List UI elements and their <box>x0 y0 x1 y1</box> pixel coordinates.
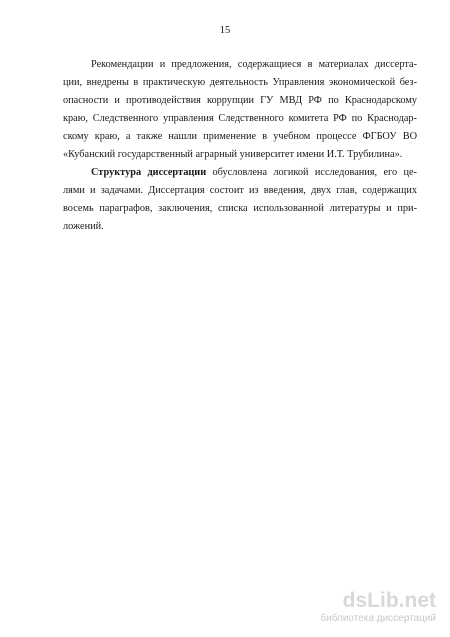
bold-lead: Структура диссертации <box>91 167 207 178</box>
watermark-tagline: библиотека диссертаций <box>320 613 436 624</box>
text-line: краю, Следственного управления Следственного комитета РФ по Краснодар- <box>63 113 417 124</box>
text-line: «Кубанский государственный аграрный университет имени И.Т. Трубилина». <box>63 149 403 160</box>
text-line: восемь параграфов, заключения, списка использованной литературы и при- <box>63 203 417 214</box>
page-number: 15 <box>219 25 231 36</box>
text-line <box>63 164 417 182</box>
paragraph-recommendations <box>63 56 417 164</box>
text-fragment: обусловлена логикой исследования, его це- <box>206 167 417 178</box>
watermark-logo: dsLib.net <box>342 589 436 612</box>
text-line: лями и задачами. Диссертация состоит из введения, двух глав, содержащих <box>63 185 417 196</box>
text-line: ции, внедрены в практическую деятельность Управления экономической без- <box>63 77 417 88</box>
paragraph-structure <box>63 164 417 236</box>
text-line: ложений. <box>63 221 104 232</box>
watermark <box>318 590 436 628</box>
text-line: скому краю, а также нашли применение в учебном процессе ФГБОУ ВО <box>63 131 417 142</box>
text-line: опасности и противодействия коррупции ГУ МВД РФ по Краснодарскому <box>63 95 417 106</box>
text-line: Рекомендации и предложения, содержащиеся в материалах диссерта- <box>91 59 417 70</box>
